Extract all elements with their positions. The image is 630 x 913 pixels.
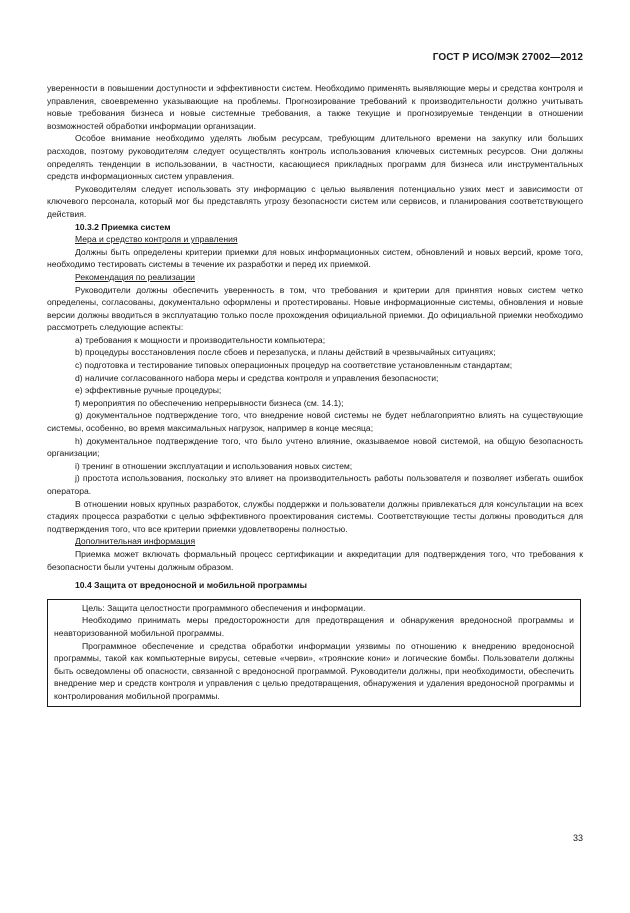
list-item: j) простота использования, поскольку это влияет на производительность работы пользователя и позволяет избегать ошибок оператора. <box>47 473 583 496</box>
paragraph: Должны быть определены критерии приемки для новых информационных систем, обновлений и новых версий, кроме того, необходимо тестировать системы в течение их разработки и перед их приемкой. <box>47 246 583 270</box>
page-number: 33 <box>572 833 583 843</box>
section-heading-10-3-2: 10.3.2 Приемка систем <box>75 221 171 232</box>
subheading-measure: Мера и средство контроля и управления <box>75 234 238 245</box>
paragraph: В отношении новых крупных разработок, службы поддержки и пользователи должны привлекаться для консультации на всех стадиях процесса разработки с целью эффективного проектирования системы. Соответствующие тесты должны проводиться для подтверждения того, что все критерии приемки удовлетворены полностью. <box>47 498 583 534</box>
list-item: c) подготовка и тестирование типовых операционных процедур на соответствие установленным стандартам; <box>75 360 513 371</box>
list-item: a) требования к мощности и производительности компьютера; <box>75 334 326 345</box>
paragraph: Руководителям следует использовать эту информацию с целью выявления потенциально узких мест и зависимости от ключевого персонала, который мог бы представлять угрозу безопасности систем или сервисов, и планирования соответствующего действия. <box>47 183 583 219</box>
subheading-additional: Дополнительная информация <box>75 536 196 547</box>
paragraph: Особое внимание необходимо уделять любым ресурсам, требующим длительного времени на закупку или больших расходов, поэтому руководителям следует осуществлять контроль использования ключевых системных ресурсов. Они должны определять тенденции в использовании, в частности, касающиеся прикладных программ для бизнеса или инструментальных средств информационных систем управления. <box>47 133 583 182</box>
list-item: b) процедуры восстановления после сбоев и перезапуска, и планы действий в чрезвычайных ситуациях; <box>75 347 496 358</box>
list-item: f) мероприятия по обеспечению непрерывности бизнеса (см. 14.1); <box>75 397 344 408</box>
list-item: d) наличие согласованного набора меры и средства контроля и управления безопасности; <box>75 372 439 383</box>
list-item: i) тренинг в отношении эксплуатации и использования новых систем; <box>75 460 353 471</box>
standard-header: ГОСТ Р ИСО/МЭК 27002—2012 <box>432 52 583 63</box>
box-paragraph: Программное обеспечение и средства обработки информации уязвимы по отношению к внедрению вредоносной программы, такой как компьютерные вирусы, сетевые «черви», «троянские кони» и логические бомбы. Пользователи должны быть осведомлены об опасности, связанной с вредоносной программой. Руководители должны, при необходимости, обеспечить внедрение мер и средств контроля и управления с целью предотвращения, обнаружения и удаления вредоносной программы и контролирования мобильной программы. <box>54 640 574 701</box>
box-paragraph: Необходимо принимать меры предосторожности для предотвращения и обнаружения вредоносной программы и неавторизованной мобильной программы. <box>54 615 574 638</box>
objective-box <box>47 599 581 707</box>
box-paragraph: Цель: Защита целостности программного обеспечения и информации. <box>82 602 366 613</box>
page-content <box>47 82 583 707</box>
section-heading-10-4: 10.4 Защита от вредоносной и мобильной программы <box>75 580 308 591</box>
paragraph: уверенности в повышении доступности и эффективности систем. Необходимо применять выявляющие меры и средства контроля и управления, своевременно указывающие на проблемы. Прогнозирование требований к производительности должно учитывать новые требования бизнеса и новые системные требования, а также текущие и прогнозируемые тенденции в отношении возможностей обработки информации организации. <box>47 83 583 131</box>
subheading-guidance: Рекомендация по реализации <box>75 271 195 282</box>
list-item: g) документальное подтверждение того, что внедрение новой системы не будет неблагоприятно влиять на существующие системы, особенно, во время максимальных нагрузок, например в конце месяца; <box>47 410 583 434</box>
list-item: e) эффективные ручные процедуры; <box>75 385 222 396</box>
list-item: h) документальное подтверждение того, что было учтено влияние, оказываемое новой системой, на общую безопасность организации; <box>47 435 583 459</box>
paragraph: Руководители должны обеспечить уверенность в том, что требования и критерии для принятия новых систем четко определены, согласованы, документально оформлены и протестированы. Новые информационные системы, обновления и новые версии должны вводиться в эксплуатацию только после прохождения официальной приемки. До официальной приемки необходимо рассмотреть следующие аспекты: <box>47 284 583 333</box>
paragraph: Приемка может включать формальный процесс сертификации и аккредитации для подтверждения того, что требования к безопасности были учтены должным образом. <box>47 548 583 572</box>
